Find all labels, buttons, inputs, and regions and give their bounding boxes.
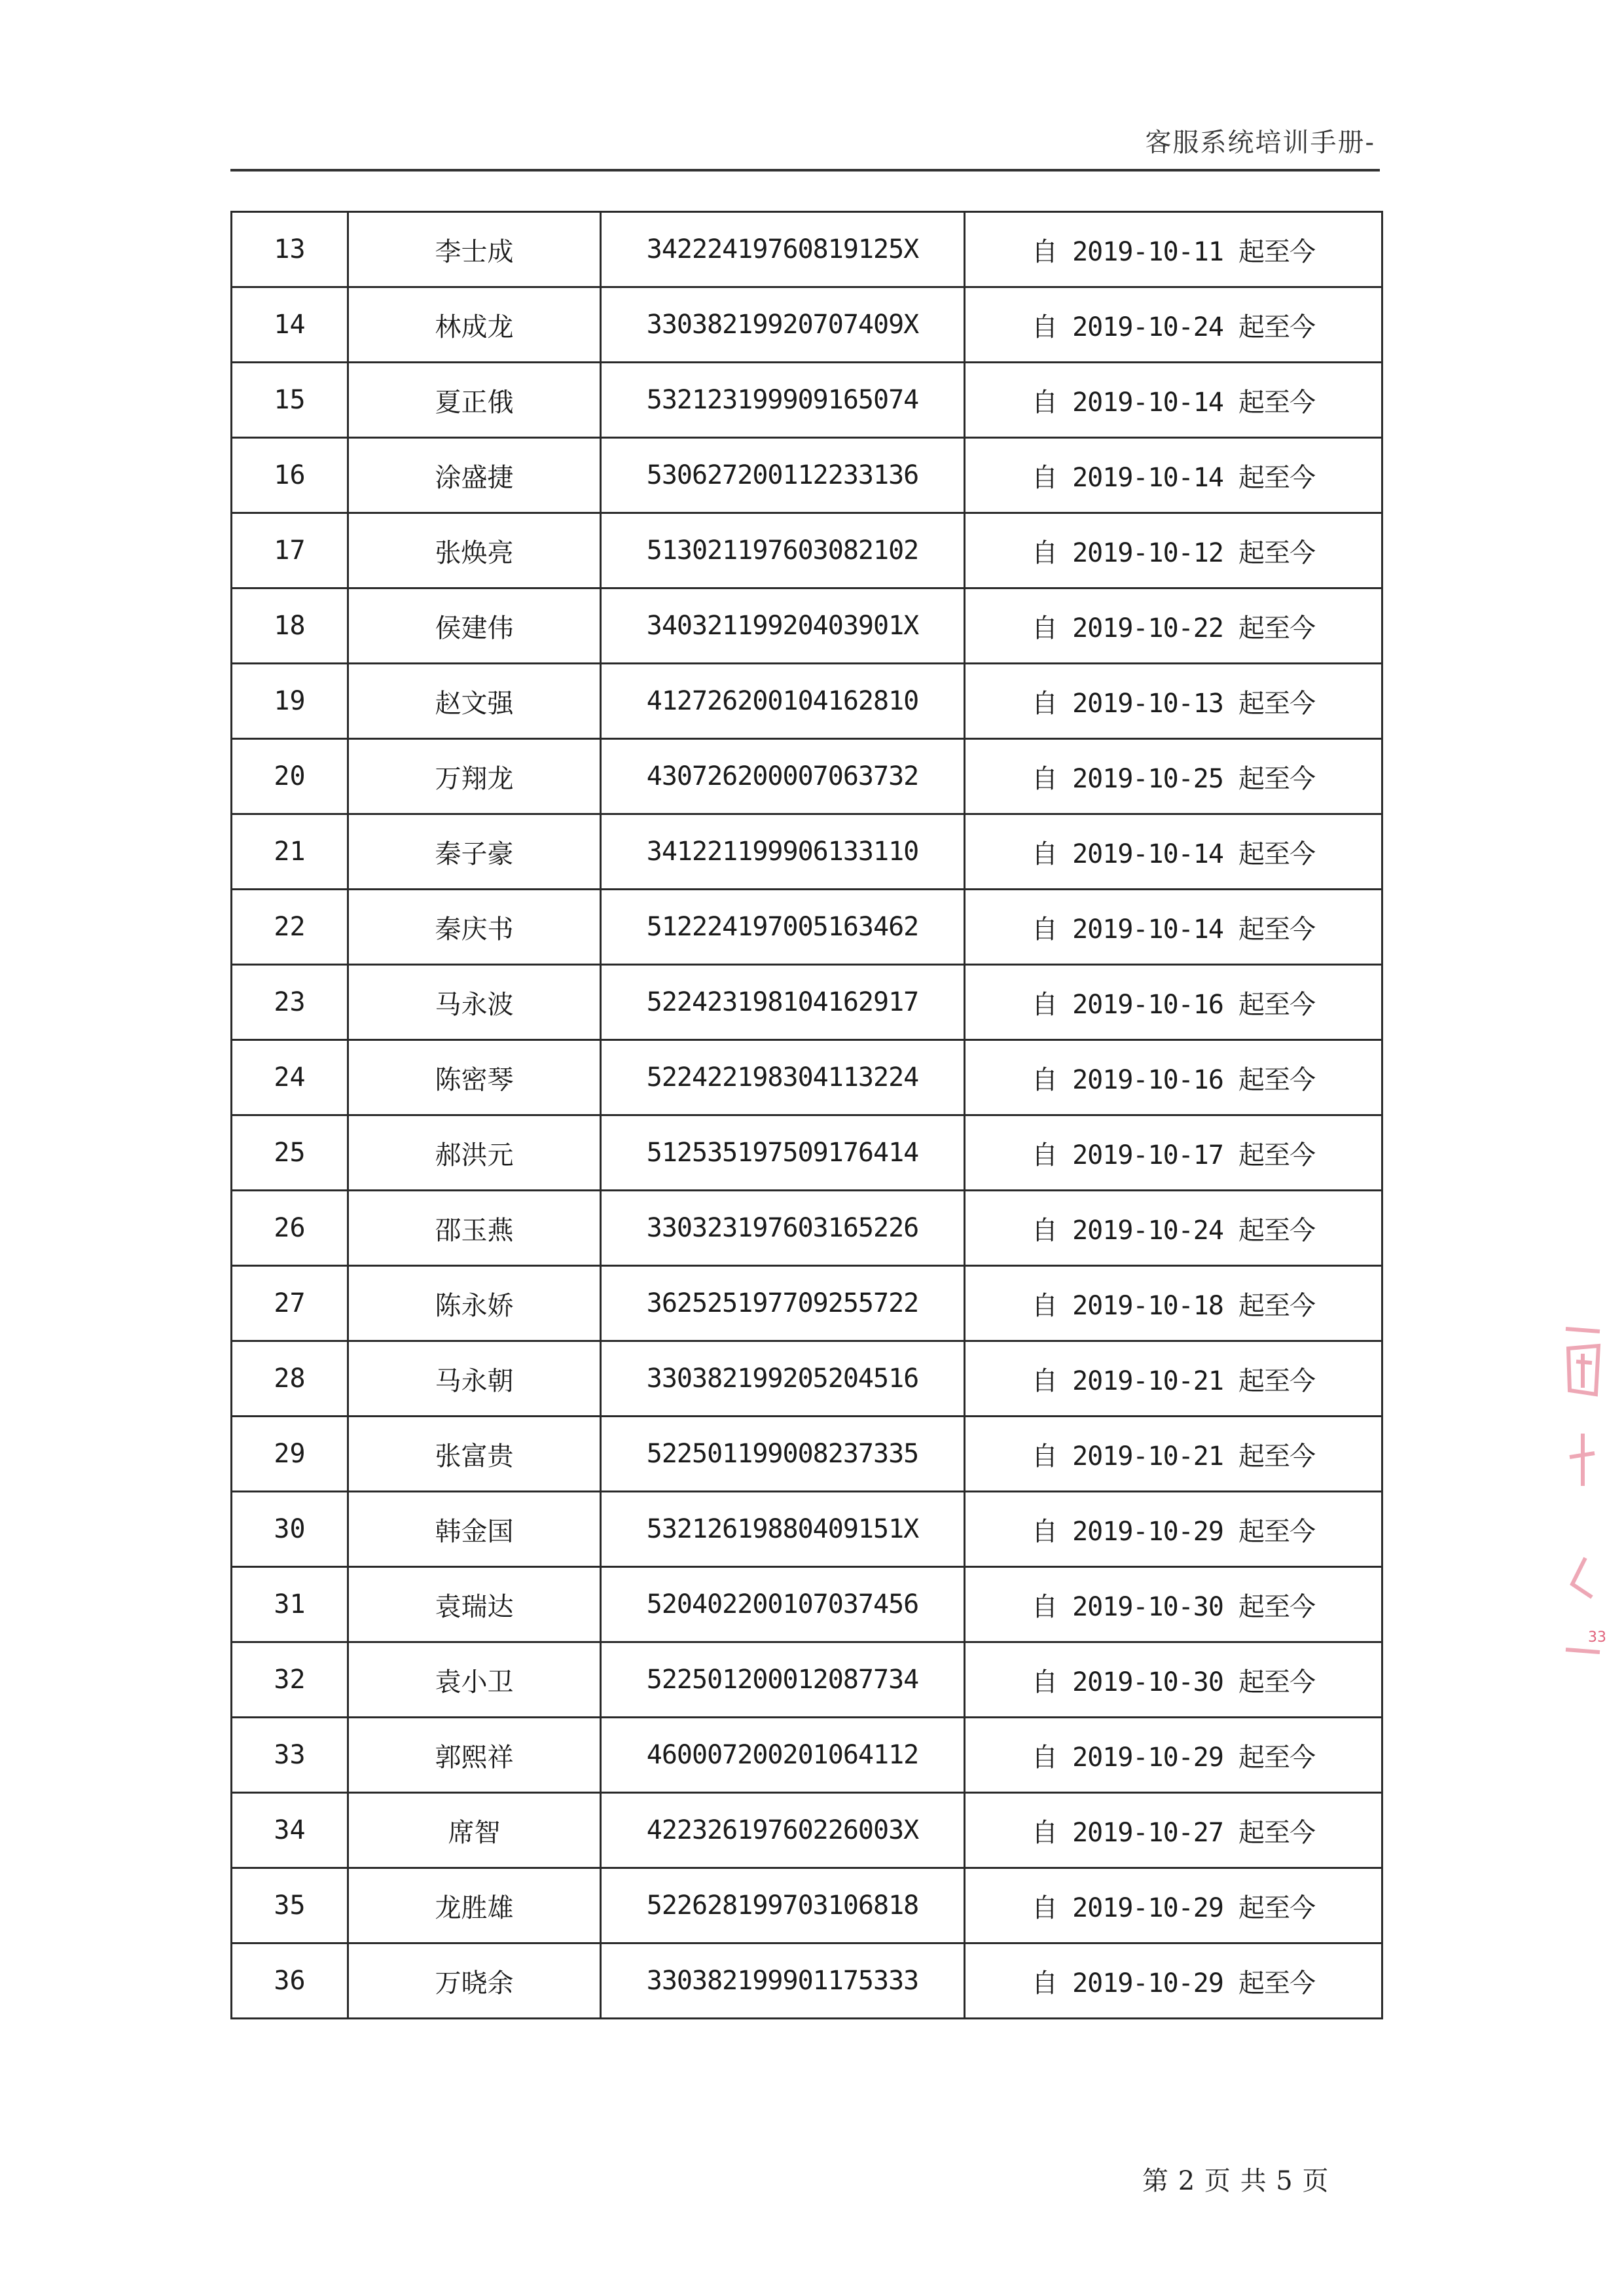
table-row (232, 1492, 1382, 1567)
employment-period-cell: 自 2019-10-16 起至今 (965, 1040, 1382, 1115)
employment-period-cell: 自 2019-10-29 起至今 (965, 1492, 1382, 1567)
employment-period-cell: 自 2019-10-14 起至今 (965, 814, 1382, 890)
employment-period-cell: 自 2019-10-17 起至今 (965, 1115, 1382, 1191)
employment-period-cell: 自 2019-10-21 起至今 (965, 1417, 1382, 1492)
id-number-cell: 522628199703106818 (601, 1868, 965, 1943)
person-name-cell: 涂盛捷 (348, 438, 601, 513)
employment-period-cell: 自 2019-10-18 起至今 (965, 1266, 1382, 1341)
id-number-cell: 412726200104162810 (601, 664, 965, 739)
person-name-cell: 林成龙 (348, 287, 601, 363)
id-number-cell: 34222419760819125X (601, 212, 965, 287)
id-number-cell: 522501200012087734 (601, 1642, 965, 1718)
employment-period-cell: 自 2019-10-14 起至今 (965, 890, 1382, 965)
person-name-cell: 龙胜雄 (348, 1868, 601, 1943)
person-name-cell: 夏正俄 (348, 363, 601, 438)
row-number-cell: 16 (232, 438, 348, 513)
person-name-cell: 李士成 (348, 212, 601, 287)
id-number-cell: 522422198304113224 (601, 1040, 965, 1115)
table-row (232, 287, 1382, 363)
table-row (232, 1341, 1382, 1417)
document-header-title: 客服系统培训手册- (1145, 128, 1375, 158)
employment-period-cell: 自 2019-10-30 起至今 (965, 1642, 1382, 1718)
table-row (232, 890, 1382, 965)
row-number-cell: 26 (232, 1191, 348, 1266)
id-number-cell: 513021197603082102 (601, 513, 965, 588)
table-row (232, 1793, 1382, 1868)
personnel-table-body (232, 212, 1382, 2019)
id-number-cell: 522423198104162917 (601, 965, 965, 1040)
id-number-cell: 341221199906133110 (601, 814, 965, 890)
table-row (232, 1191, 1382, 1266)
person-name-cell: 万翔龙 (348, 739, 601, 814)
stamp-number: 33 (1588, 1629, 1606, 1646)
table-row (232, 1868, 1382, 1943)
employment-period-cell: 自 2019-10-12 起至今 (965, 513, 1382, 588)
row-number-cell: 17 (232, 513, 348, 588)
row-number-cell: 15 (232, 363, 348, 438)
employment-period-cell: 自 2019-10-29 起至今 (965, 1718, 1382, 1793)
table-row (232, 664, 1382, 739)
employment-period-cell: 自 2019-10-16 起至今 (965, 965, 1382, 1040)
id-number-cell: 330382199205204516 (601, 1341, 965, 1417)
row-number-cell: 18 (232, 588, 348, 664)
row-number-cell: 13 (232, 212, 348, 287)
table-row (232, 212, 1382, 287)
employment-period-cell: 自 2019-10-13 起至今 (965, 664, 1382, 739)
person-name-cell: 马永朝 (348, 1341, 601, 1417)
employment-period-cell: 自 2019-10-14 起至今 (965, 438, 1382, 513)
id-number-cell: 53212619880409151X (601, 1492, 965, 1567)
row-number-cell: 22 (232, 890, 348, 965)
id-number-cell: 330323197603165226 (601, 1191, 965, 1266)
table-row (232, 965, 1382, 1040)
person-name-cell: 张富贵 (348, 1417, 601, 1492)
row-number-cell: 23 (232, 965, 348, 1040)
row-number-cell: 21 (232, 814, 348, 890)
table-row (232, 1943, 1382, 2019)
employment-period-cell: 自 2019-10-21 起至今 (965, 1341, 1382, 1417)
table-row (232, 1115, 1382, 1191)
row-number-cell: 20 (232, 739, 348, 814)
row-number-cell: 32 (232, 1642, 348, 1718)
person-name-cell: 韩金国 (348, 1492, 601, 1567)
header-divider (230, 169, 1380, 172)
id-number-cell: 512535197509176414 (601, 1115, 965, 1191)
person-name-cell: 万晓余 (348, 1943, 601, 2019)
table-row (232, 1417, 1382, 1492)
person-name-cell: 陈密琴 (348, 1040, 601, 1115)
id-number-cell: 362525197709255722 (601, 1266, 965, 1341)
id-number-cell: 460007200201064112 (601, 1718, 965, 1793)
row-number-cell: 14 (232, 287, 348, 363)
row-number-cell: 35 (232, 1868, 348, 1943)
table-row (232, 1642, 1382, 1718)
employment-period-cell: 自 2019-10-14 起至今 (965, 363, 1382, 438)
employment-period-cell: 自 2019-10-11 起至今 (965, 212, 1382, 287)
id-number-cell: 532123199909165074 (601, 363, 965, 438)
table-row (232, 739, 1382, 814)
id-number-cell: 520402200107037456 (601, 1567, 965, 1642)
row-number-cell: 31 (232, 1567, 348, 1642)
id-number-cell: 430726200007063732 (601, 739, 965, 814)
table-row (232, 1040, 1382, 1115)
id-number-cell: 330382199901175333 (601, 1943, 965, 2019)
employment-period-cell: 自 2019-10-30 起至今 (965, 1567, 1382, 1642)
person-name-cell: 侯建伟 (348, 588, 601, 664)
table-row (232, 363, 1382, 438)
table-row (232, 513, 1382, 588)
row-number-cell: 19 (232, 664, 348, 739)
id-number-cell: 34032119920403901X (601, 588, 965, 664)
row-number-cell: 29 (232, 1417, 348, 1492)
person-name-cell: 郭熙祥 (348, 1718, 601, 1793)
row-number-cell: 36 (232, 1943, 348, 2019)
personnel-table (230, 211, 1383, 2019)
row-number-cell: 27 (232, 1266, 348, 1341)
table-row (232, 1718, 1382, 1793)
person-name-cell: 马永波 (348, 965, 601, 1040)
id-number-cell: 42232619760226003X (601, 1793, 965, 1868)
employment-period-cell: 自 2019-10-25 起至今 (965, 739, 1382, 814)
id-number-cell: 530627200112233136 (601, 438, 965, 513)
id-number-cell: 512224197005163462 (601, 890, 965, 965)
person-name-cell: 袁小卫 (348, 1642, 601, 1718)
employment-period-cell: 自 2019-10-29 起至今 (965, 1943, 1382, 2019)
employment-period-cell: 自 2019-10-24 起至今 (965, 287, 1382, 363)
employment-period-cell: 自 2019-10-29 起至今 (965, 1868, 1382, 1943)
page-number: 第 2 页 共 5 页 (1142, 2166, 1329, 2196)
employment-period-cell: 自 2019-10-22 起至今 (965, 588, 1382, 664)
row-number-cell: 25 (232, 1115, 348, 1191)
seal-stamp-fragment (1563, 1322, 1606, 1676)
id-number-cell: 522501199008237335 (601, 1417, 965, 1492)
table-row (232, 588, 1382, 664)
table-row (232, 814, 1382, 890)
row-number-cell: 24 (232, 1040, 348, 1115)
row-number-cell: 33 (232, 1718, 348, 1793)
person-name-cell: 赵文强 (348, 664, 601, 739)
person-name-cell: 邵玉燕 (348, 1191, 601, 1266)
employment-period-cell: 自 2019-10-24 起至今 (965, 1191, 1382, 1266)
table-row (232, 1567, 1382, 1642)
person-name-cell: 郝洪元 (348, 1115, 601, 1191)
person-name-cell: 秦庆书 (348, 890, 601, 965)
person-name-cell: 袁瑞达 (348, 1567, 601, 1642)
id-number-cell: 33038219920707409X (601, 287, 965, 363)
row-number-cell: 28 (232, 1341, 348, 1417)
employment-period-cell: 自 2019-10-27 起至今 (965, 1793, 1382, 1868)
person-name-cell: 秦子豪 (348, 814, 601, 890)
table-row (232, 1266, 1382, 1341)
row-number-cell: 34 (232, 1793, 348, 1868)
person-name-cell: 席智 (348, 1793, 601, 1868)
person-name-cell: 张焕亮 (348, 513, 601, 588)
person-name-cell: 陈永娇 (348, 1266, 601, 1341)
row-number-cell: 30 (232, 1492, 348, 1567)
table-row (232, 438, 1382, 513)
